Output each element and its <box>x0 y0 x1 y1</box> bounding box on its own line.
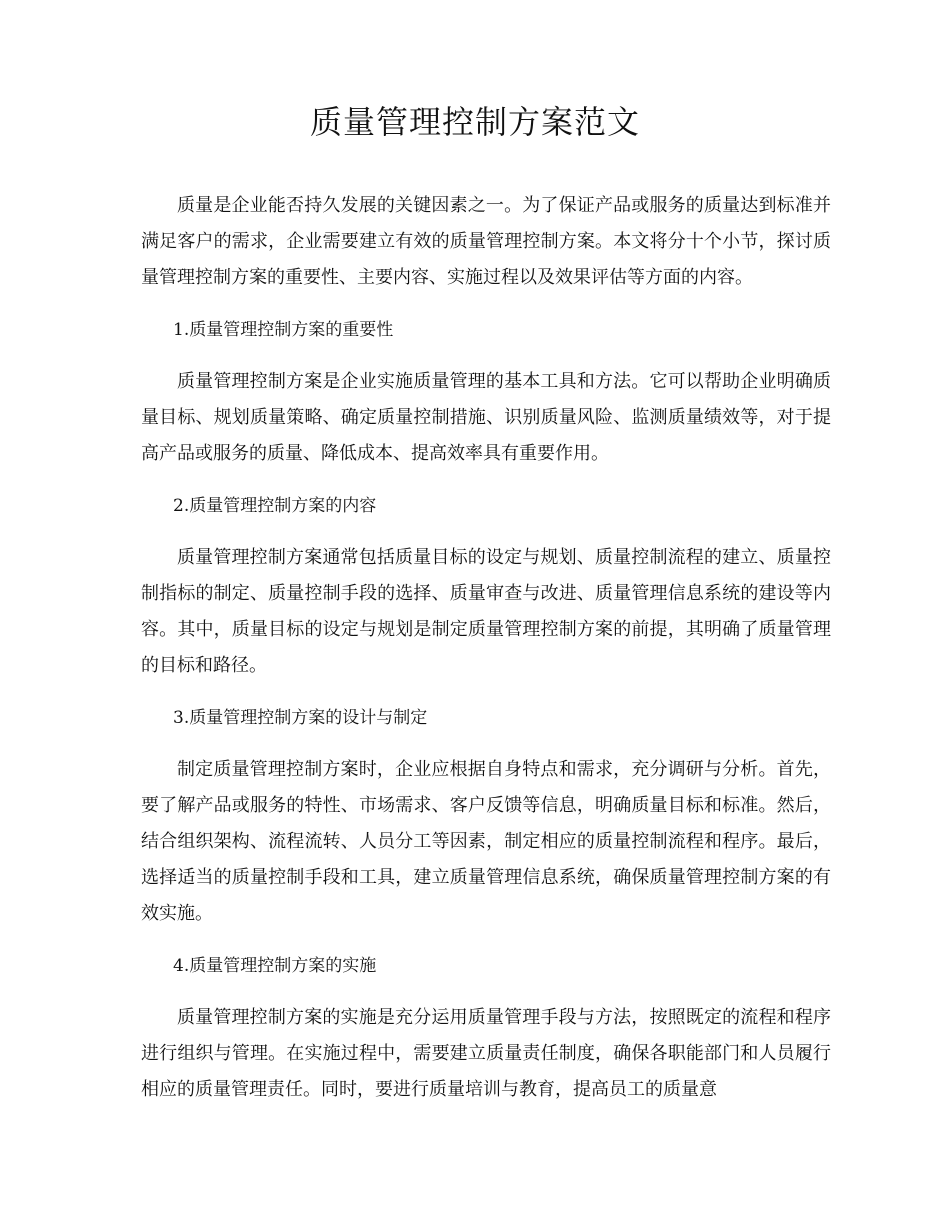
section-heading-1: 1.质量管理控制方案的重要性 <box>173 320 394 340</box>
section-heading-3: 3.质量管理控制方案的设计与制定 <box>173 708 428 728</box>
section-body-3: 制定质量管理控制方案时，企业应根据自身特点和需求，充分调研与分析。首先，要了解产品或服务的特性、市场需求、客户反馈等信息，明确质量目标和标准。然后，结合组织架构、流程流转、人员分工等因素，制定相应的质量控制流程和程序。最后，选择适当的质量控制手段和工具，建立质量管理信息系统，确保质量管理控制方案的有效实施。 <box>141 759 831 924</box>
section-heading-2: 2.质量管理控制方案的内容 <box>173 496 377 516</box>
section-body-4: 质量管理控制方案的实施是充分运用质量管理手段与方法，按照既定的流程和程序进行组织与管理。在实施过程中，需要建立质量责任制度，确保各职能部门和人员履行相应的质量管理责任。同时，要进行质量培训与教育，提高员工的质量意 <box>141 1007 831 1100</box>
section-body-1: 质量管理控制方案是企业实施质量管理的基本工具和方法。它可以帮助企业明确质量目标、规划质量策略、确定质量控制措施、识别质量风险、监测质量绩效等，对于提高产品或服务的质量、降低成本、提高效率具有重要作用。 <box>141 371 831 464</box>
document-body <box>141 188 831 1124</box>
section-body-2: 质量管理控制方案通常包括质量目标的设定与规划、质量控制流程的建立、质量控制指标的制定、质量控制手段的选择、质量审查与改进、质量管理信息系统的建设等内容。其中，质量目标的设定与规划是制定质量管理控制方案的前提，其明确了质量管理的目标和路径。 <box>141 547 831 676</box>
document-title: 质量管理控制方案范文 <box>309 103 640 141</box>
intro-paragraph: 质量是企业能否持久发展的关键因素之一。为了保证产品或服务的质量达到标准并满足客户的需求，企业需要建立有效的质量管理控制方案。本文将分十个小节，探讨质量管理控制方案的重要性、主要内容、实施过程以及效果评估等方面的内容。 <box>141 195 831 288</box>
section-heading-4: 4.质量管理控制方案的实施 <box>173 956 377 976</box>
